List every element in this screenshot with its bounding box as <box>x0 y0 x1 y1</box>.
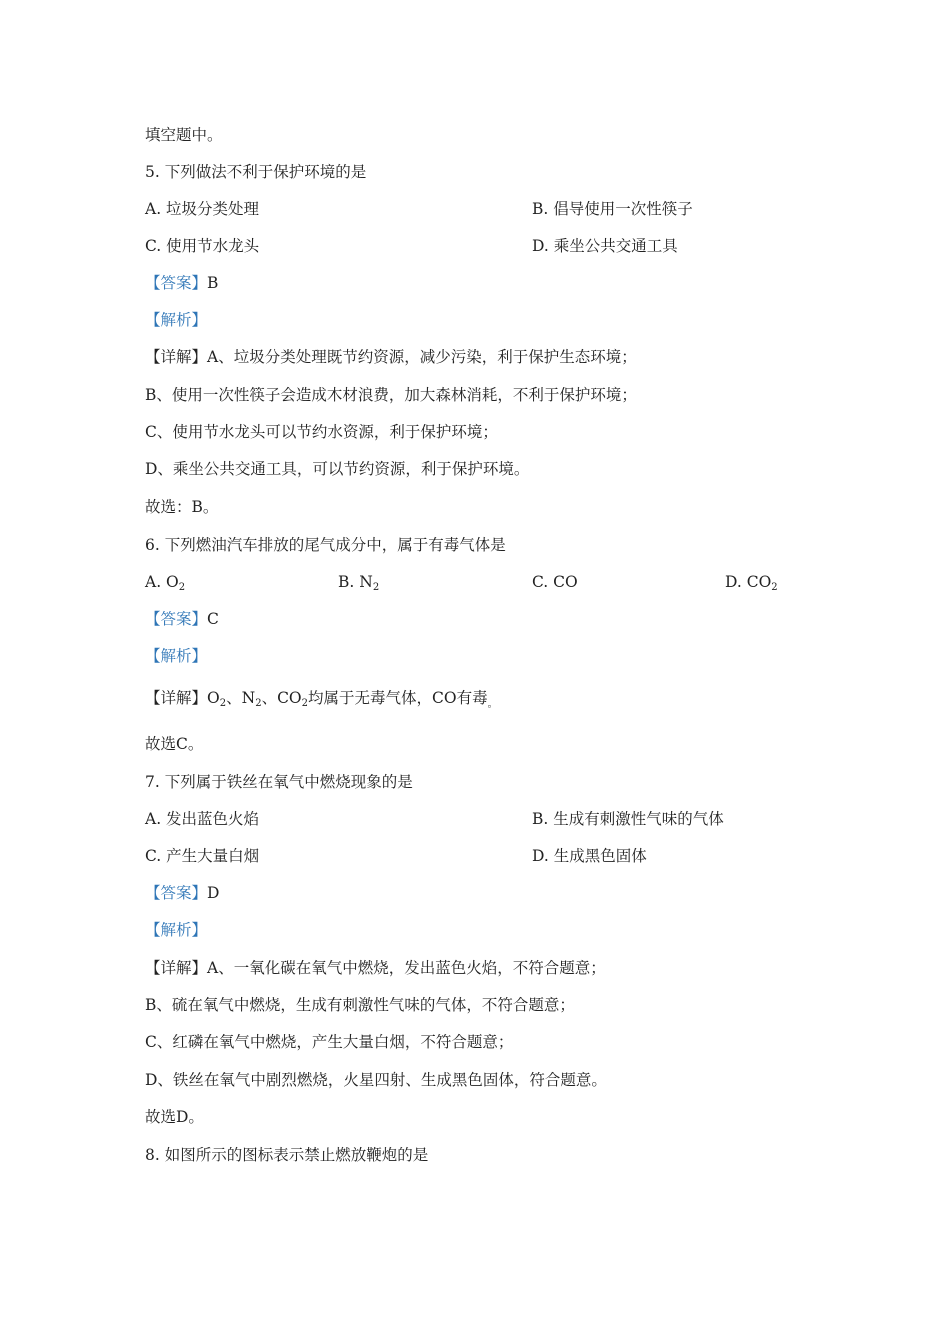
q6-detail-sub1: 2 <box>219 698 227 709</box>
q5-detail-b: B、使用一次性筷子会造成木材浪费，加大森林消耗，不利于保护环境； <box>145 386 637 404</box>
q6-answer: C <box>207 610 219 628</box>
q6-detail-sub2: 2 <box>255 698 262 709</box>
q6-answer-line <box>145 609 219 629</box>
q7-answer-line <box>145 883 219 903</box>
q5-answer: B <box>207 274 219 292</box>
q6-option-c: C. CO <box>532 573 578 591</box>
q5-answer-tag: 【答案】 <box>145 274 208 292</box>
q7-option-a: A. 发出蓝色火焰 <box>145 810 260 828</box>
q6-option-d <box>725 572 778 592</box>
q6-option-a <box>145 572 185 592</box>
q7-detail-a: A、一氧化碳在氧气中燃烧，发出蓝色火焰，不符合题意； <box>207 959 606 977</box>
q7-option-b: B. 生成有刺激性气味的气体 <box>532 810 724 828</box>
q5-option-d: D. 乘坐公共交通工具 <box>532 237 678 255</box>
q6-answer-tag: 【答案】 <box>145 610 208 628</box>
q6-detail-co: 、CO <box>261 689 302 707</box>
q6-option-b <box>338 572 379 592</box>
q6-option-b-text: B. N <box>338 573 373 591</box>
q6-option-a-sub: 2 <box>178 582 186 593</box>
q6-detail-tag: 【详解】 <box>145 689 208 707</box>
q5-detail-line-a <box>145 347 637 367</box>
q5-conclusion: 故选：B。 <box>145 498 219 516</box>
q7-option-c: C. 产生大量白烟 <box>145 847 260 865</box>
q7-detail-b: B、硫在氧气中燃烧，生成有刺激性气味的气体，不符合题意； <box>145 996 575 1014</box>
q5-detail-c: C、使用节水龙头可以节约水资源，利于保护环境； <box>145 423 498 441</box>
q5-analysis-tag: 【解析】 <box>145 311 208 329</box>
q6-detail-tail: 。 <box>487 699 498 710</box>
q7-stem: 7. 下列属于铁丝在氧气中燃烧现象的是 <box>145 773 413 791</box>
q7-detail-line-a <box>145 958 606 978</box>
q7-detail-tag: 【详解】 <box>145 959 208 977</box>
q5-detail-d: D、乘坐公共交通工具，可以节约资源，利于保护环境。 <box>145 460 530 478</box>
q6-option-a-text: A. O <box>145 573 179 591</box>
intro-text: 填空题中。 <box>145 126 223 144</box>
q5-answer-line <box>145 273 218 293</box>
q6-conclusion: 故选C。 <box>145 735 204 753</box>
q6-analysis-tag: 【解析】 <box>145 647 208 665</box>
q6-option-d-sub: 2 <box>771 582 778 593</box>
q5-detail-tag: 【详解】 <box>145 348 208 366</box>
q8-stem: 8. 如图所示的图标表示禁止燃放鞭炮的是 <box>145 1146 429 1164</box>
q6-detail-line <box>145 688 498 715</box>
q6-option-b-sub: 2 <box>372 582 380 593</box>
q7-answer-tag: 【答案】 <box>145 884 208 902</box>
q7-detail-c: C、红磷在氧气中燃烧，产生大量白烟，不符合题意； <box>145 1033 514 1051</box>
q7-detail-d: D、铁丝在氧气中剧烈燃烧，火星四射、生成黑色固体，符合题意。 <box>145 1071 607 1089</box>
q6-detail-sub3: 2 <box>301 698 309 709</box>
q7-option-d: D. 生成黑色固体 <box>532 847 647 865</box>
q6-detail-rest: 均属于无毒气体，CO有毒 <box>308 689 488 707</box>
q7-answer: D <box>207 884 220 902</box>
q7-analysis-tag: 【解析】 <box>145 921 208 939</box>
q5-option-b: B. 倡导使用一次性筷子 <box>532 200 693 218</box>
q6-detail-o: O <box>207 689 220 707</box>
q6-stem: 6. 下列燃油汽车排放的尾气成分中，属于有毒气体是 <box>145 536 506 554</box>
q6-option-d-text: D. CO <box>725 573 772 591</box>
q5-stem: 5. 下列做法不利于保护环境的是 <box>145 163 367 181</box>
q6-detail-n: 、N <box>226 689 256 707</box>
q5-option-c: C. 使用节水龙头 <box>145 237 260 255</box>
q5-option-a: A. 垃圾分类处理 <box>145 200 260 218</box>
q5-detail-a: A、垃圾分类处理既节约资源，减少污染，利于保护生态环境； <box>207 348 637 366</box>
q7-conclusion: 故选D。 <box>145 1108 204 1126</box>
